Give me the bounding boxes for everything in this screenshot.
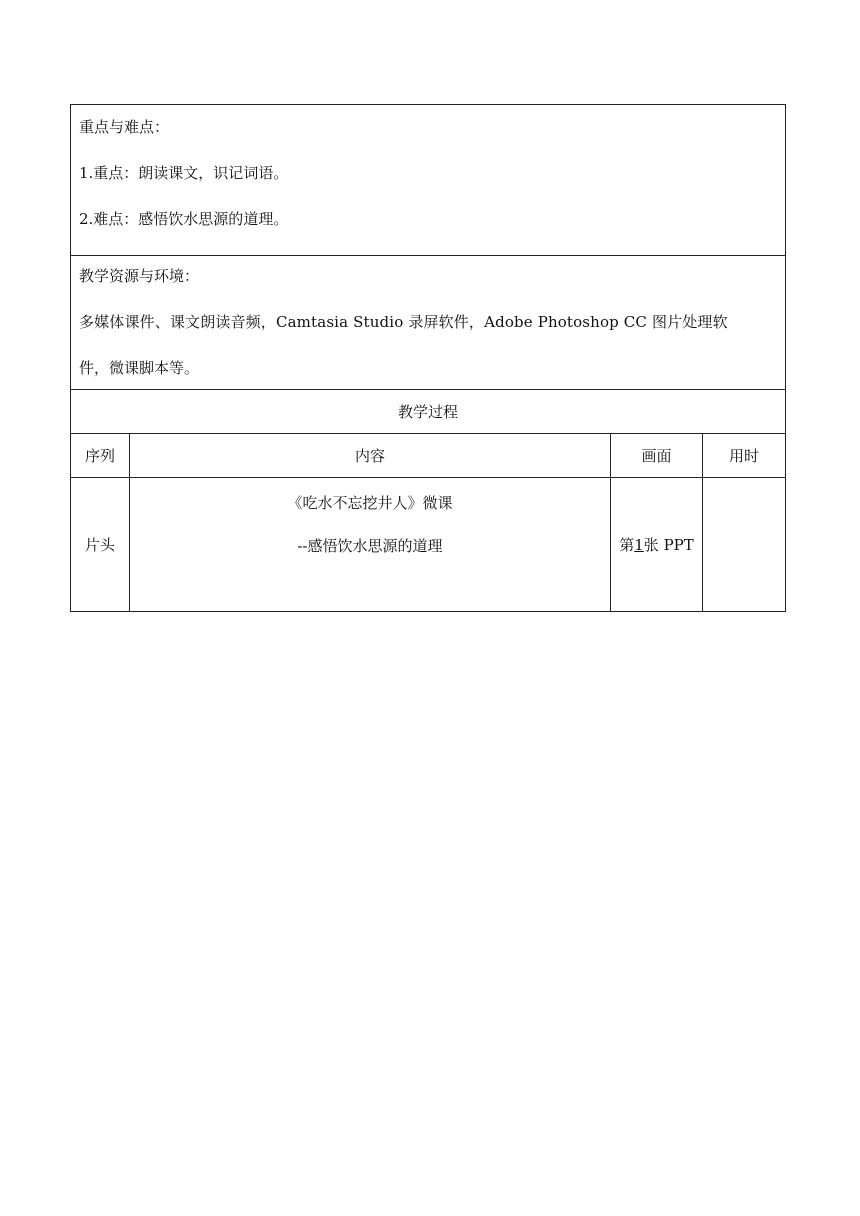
lesson-plan-page (70, 104, 785, 612)
row-content-title: 《吃水不忘挖井人》微课 (287, 494, 453, 512)
key-points-heading: 重点与难点： (79, 118, 170, 136)
table-row (71, 478, 786, 612)
lesson-plan-table (70, 104, 786, 612)
row-content (130, 478, 611, 612)
key-point-2: 2.难点：感悟饮水思源的道理。 (79, 210, 289, 228)
key-points-cell (71, 105, 786, 256)
row-content-subtitle: --感悟饮水思源的道理 (297, 537, 443, 555)
resources-line-2: 件，微课脚本等。 (79, 359, 200, 377)
key-point-1: 1.重点：朗读课文，识记词语。 (79, 164, 289, 182)
resources-heading: 教学资源与环境： (79, 267, 200, 285)
resources-line-1: 多媒体课件、课文朗读音频，Camtasia Studio 录屏软件，Adobe Photoshop CC 图片处理软 (79, 313, 728, 331)
process-header-row (71, 434, 786, 478)
header-time: 用时 (703, 434, 786, 478)
row-seq: 片头 (71, 478, 130, 612)
row-screen (611, 478, 703, 612)
header-content: 内容 (130, 434, 611, 478)
row-screen-suffix: 张 PPT (643, 536, 694, 554)
process-title: 教学过程 (71, 390, 786, 434)
row-time (703, 478, 786, 612)
row-screen-number: 1 (634, 536, 644, 554)
process-title-row (71, 390, 786, 434)
key-points-row (71, 105, 786, 256)
resources-row (71, 256, 786, 390)
header-seq: 序列 (71, 434, 130, 478)
row-screen-prefix: 第 (619, 536, 635, 554)
resources-cell (71, 256, 786, 390)
header-screen: 画面 (611, 434, 703, 478)
